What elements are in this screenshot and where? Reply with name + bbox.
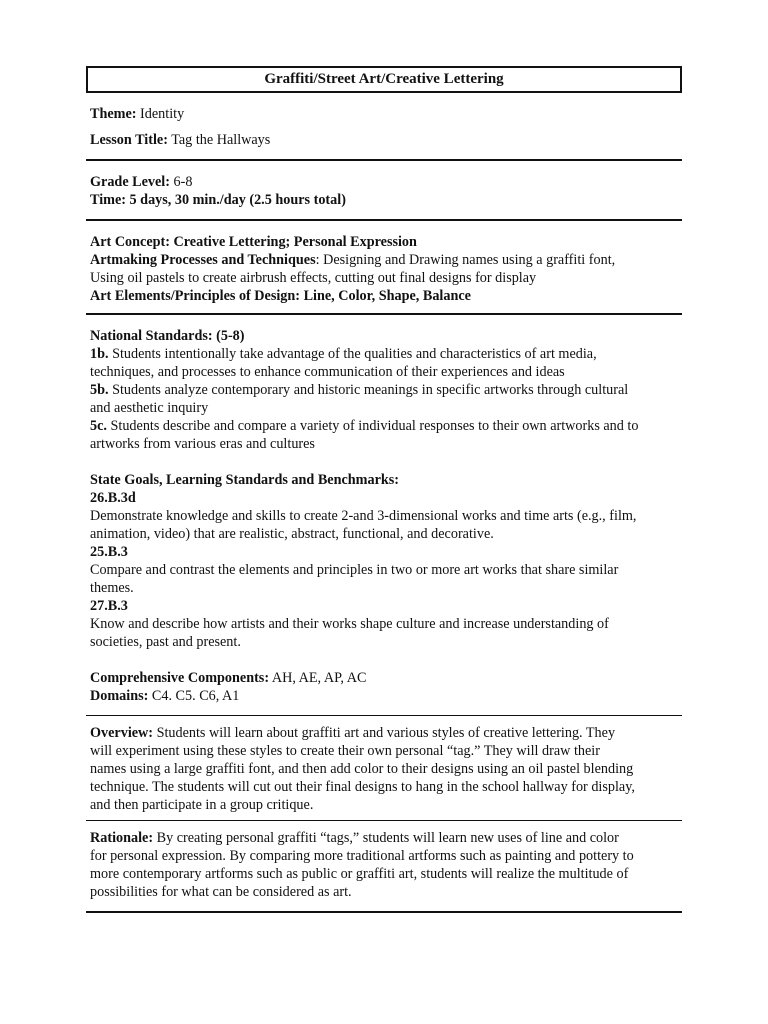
art-elements-line: Art Elements/Principles of Design: Line, Color, Shape, Balance [90,288,471,304]
theme-label: Theme: [90,106,137,122]
domains-label: Domains: [90,688,149,704]
artmaking-line [90,251,680,269]
goal-text: Compare and contrast the elements and principles in two or more art works that share similar [90,562,619,578]
state-goals-heading: State Goals, Learning Standards and Benchmarks: [90,472,400,488]
components-label: Comprehensive Components: [90,670,270,686]
grade-level-line [90,173,680,191]
overview-text-cont: will experiment using these styles to create their own personal “tag.” They will draw their [90,743,600,759]
goal-code: 26.B.3d [90,490,136,506]
overview-text-cont: technique. The students will cut out their final designs to hang in the school hallway for display, [90,779,635,795]
goal-text-cont: animation, video) that are realistic, abstract, functional, and decorative. [90,526,494,542]
rationale-text-cont: more contemporary artforms such as public or graffiti art, students will realize the multitude of [90,866,629,882]
lesson-title-value: Tag the Hallways [167,132,271,148]
standard-text: Students describe and compare a variety of individual responses to their own artworks and to [106,418,639,434]
goal-text: Know and describe how artists and their works shape culture and increase understanding of [90,616,609,632]
domains-value: C4. C5. C6, A1 [148,688,240,704]
goal-code: 25.B.3 [90,544,128,560]
standard-5c-cont: artworks from various eras and cultures [90,436,315,452]
artmaking-line-2: Using oil pastels to create airbrush effects, cutting out final designs for display [90,270,537,286]
rationale-text: By creating personal graffiti “tags,” students will learn new uses of line and color [153,830,619,846]
standard-text: Students analyze contemporary and historic meanings in specific artworks through cultural [108,382,629,398]
standard-code: 5c. [90,418,107,434]
grade-level-label: Grade Level: [90,174,170,190]
overview-label: Overview: [90,725,154,741]
section-divider [86,911,682,913]
standard-5b-cont: and aesthetic inquiry [90,400,209,416]
rationale-line [90,829,680,847]
theme-line [90,105,680,123]
theme-value: Identity [136,106,185,122]
rationale-text-cont: possibilities for what can be considered as art. [90,884,352,900]
rationale-label: Rationale: [90,830,154,846]
overview-text-cont: and then participate in a group critique. [90,797,314,813]
artmaking-text: : Designing and Drawing names using a graffiti font, [315,252,616,268]
standard-code: 1b. [90,346,109,362]
standard-1b-cont: techniques, and processes to enhance communication of their experiences and ideas [90,364,565,380]
standard-1b [90,345,680,363]
components-value: AH, AE, AP, AC [269,670,367,686]
standard-text: Students intentionally take advantage of the qualities and characteristics of art media, [108,346,597,362]
overview-text: Students will learn about graffiti art and various styles of creative lettering. They [153,725,616,741]
components-line [90,669,680,687]
time-line: Time: 5 days, 30 min./day (2.5 hours total) [90,192,346,208]
overview-line [90,724,680,742]
grade-level-value: 6-8 [169,174,193,190]
national-standards-heading: National Standards: (5-8) [90,328,245,344]
lesson-title-label: Lesson Title: [90,132,168,148]
overview-text-cont: names using a large graffiti font, and then add color to their designs using an oil pastel blending [90,761,634,777]
artmaking-label: Artmaking Processes and Techniques [90,252,316,268]
art-concept-line: Art Concept: Creative Lettering; Personal Expression [90,234,417,250]
domains-line [90,687,680,705]
document-title: Graffiti/Street Art/Creative Lettering [86,66,682,93]
goal-text-cont: themes. [90,580,134,596]
rationale-text-cont: for personal expression. By comparing more traditional artforms such as painting and pottery to [90,848,634,864]
goal-text-cont: societies, past and present. [90,634,241,650]
lesson-title-line [90,131,680,149]
standard-5b [90,381,680,399]
lesson-plan-document [90,66,680,913]
standard-5c [90,417,680,435]
goal-code: 27.B.3 [90,598,128,614]
standard-code: 5b. [90,382,109,398]
goal-text: Demonstrate knowledge and skills to create 2-and 3-dimensional works and time arts (e.g., film, [90,508,637,524]
